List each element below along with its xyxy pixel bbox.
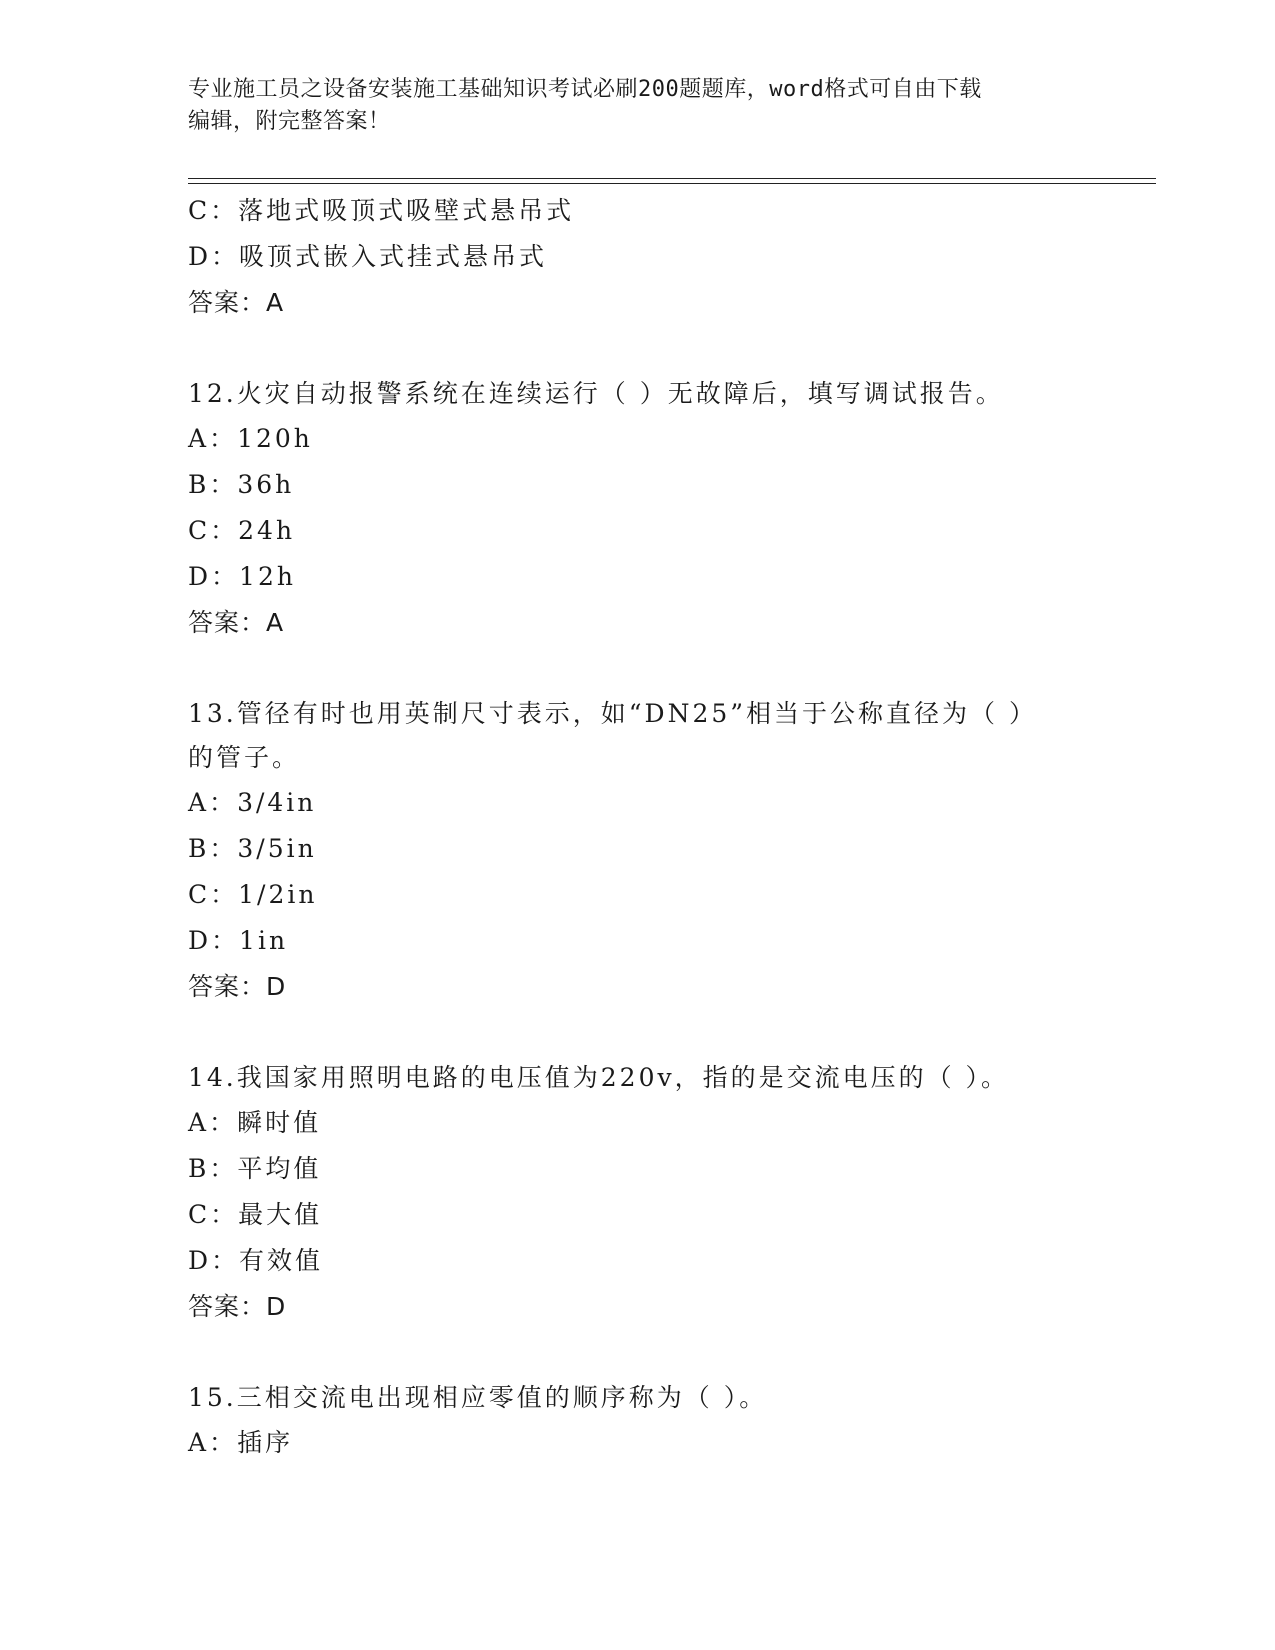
answer-line: 答案：A	[188, 608, 285, 637]
option-c: C：1/2in	[188, 880, 318, 909]
question-14	[188, 1056, 1088, 1330]
header-line-2: 编辑，附完整答案！	[188, 109, 391, 134]
option-c: C：落地式吸顶式吸壁式悬吊式	[188, 196, 575, 225]
answer-line: 答案：D	[188, 1292, 287, 1321]
answer-line: 答案：A	[188, 288, 285, 317]
option-d: D：12h	[188, 562, 296, 591]
spacer	[188, 1010, 1088, 1056]
question-text: 14.我国家用照明电路的电压值为220v，指的是交流电压的（ ）。	[188, 1063, 1010, 1092]
question-text: 15.三相交流电出现相应零值的顺序称为（ ）。	[188, 1383, 768, 1412]
option-d: D：1in	[188, 926, 289, 955]
option-b: B：3/5in	[188, 834, 317, 863]
option-c: C：24h	[188, 516, 296, 545]
header-divider-bottom	[188, 183, 1156, 184]
question-13	[188, 692, 1088, 1010]
header-divider-top	[188, 178, 1156, 179]
header-line-1: 专业施工员之设备安装施工基础知识考试必刷200题题库，word格式可自由下载	[188, 77, 982, 102]
question-15	[188, 1376, 1088, 1466]
spacer	[188, 1330, 1088, 1376]
answer-line: 答案：D	[188, 972, 287, 1001]
option-b: B：36h	[188, 470, 295, 499]
option-d: D：吸顶式嵌入式挂式悬吊式	[188, 242, 548, 271]
document-header	[188, 74, 1088, 138]
spacer	[188, 326, 1088, 372]
question-11-continued	[188, 188, 1088, 326]
option-a: A：3/4in	[188, 788, 317, 817]
question-text: 12.火灾自动报警系统在连续运行（ ）无故障后，填写调试报告。	[188, 379, 1004, 408]
spacer	[188, 646, 1088, 692]
question-12	[188, 372, 1088, 646]
question-list	[188, 188, 1088, 1466]
option-a: A：插序	[188, 1428, 294, 1457]
option-a: A：120h	[188, 424, 313, 453]
option-a: A：瞬时值	[188, 1108, 322, 1137]
question-text-continued: 的管子。	[188, 743, 301, 772]
option-d: D：有效值	[188, 1246, 324, 1275]
question-text: 13.管径有时也用英制尺寸表示，如“DN25”相当于公称直径为（ ）	[188, 699, 1037, 728]
option-b: B：平均值	[188, 1154, 322, 1183]
option-c: C：最大值	[188, 1200, 323, 1229]
